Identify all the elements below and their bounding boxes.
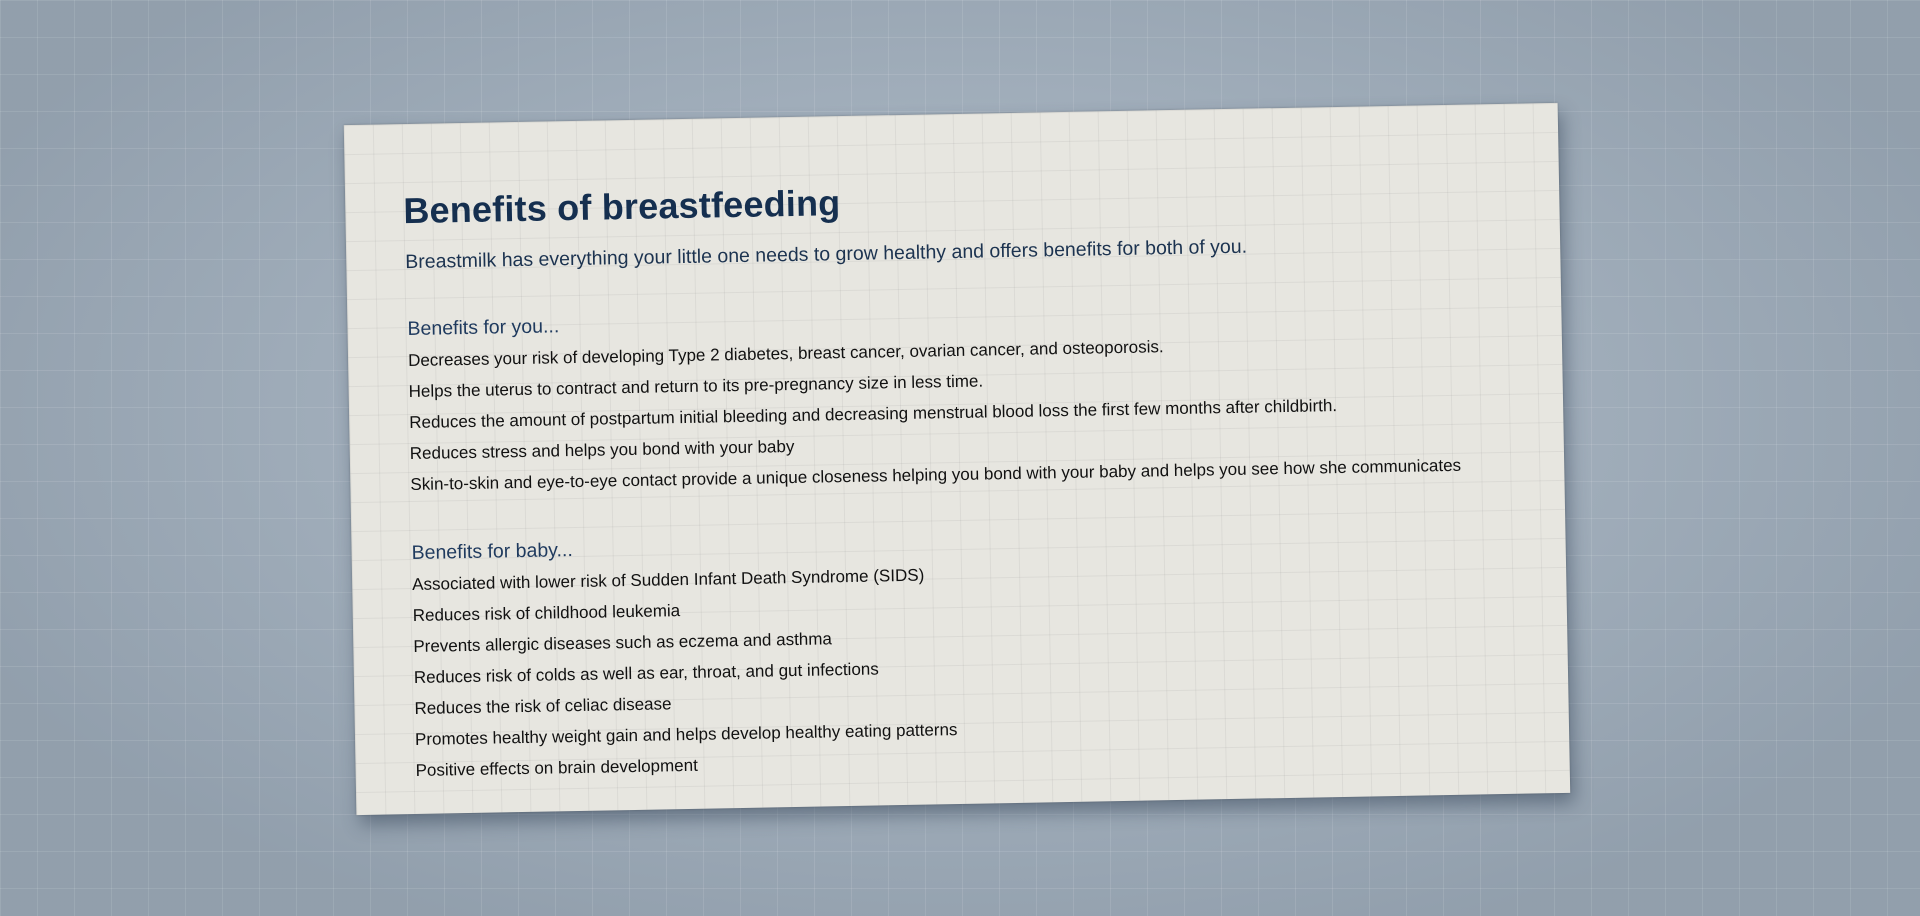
- list-item: Reduces the amount of postpartum initial bleeding and decreasing menstrual blood loss the first few months after childbirth.: [409, 396, 1338, 433]
- list-item: Helps the uterus to contract and return to its pre-pregnancy size in less time.: [408, 371, 984, 402]
- section-benefits-for-baby: [409, 521, 1539, 786]
- list-item: Decreases your risk of developing Type 2 diabetes, breast cancer, ovarian cancer, and osteoporosis.: [407, 337, 1164, 371]
- section-heading-baby: Benefits for baby...: [411, 539, 573, 565]
- document-card: [344, 103, 1570, 815]
- list-item: Reduces stress and helps you bond with your baby: [409, 436, 795, 464]
- list-item: Prevents allergic diseases such as eczema and asthma: [413, 629, 833, 656]
- list-item: Reduces risk of childhood leukemia: [412, 601, 681, 625]
- list-item: Reduces risk of colds as well as ear, throat, and gut infections: [413, 659, 879, 687]
- list-item: Positive effects on brain development: [415, 755, 698, 780]
- benefits-baby-list: [410, 548, 1540, 786]
- list-item: Promotes healthy weight gain and helps develop healthy eating patterns: [414, 720, 958, 749]
- list-item: Reduces the risk of celiac disease: [414, 694, 672, 718]
- list-item: Associated with lower risk of Sudden Infant Death Syndrome (SIDS): [412, 565, 925, 595]
- document-title: Benefits of breastfeeding: [402, 182, 841, 232]
- list-item: Skin-to-skin and eye-to-eye contact provide a unique closeness helping you bond with your baby and helps you see how she communicates: [410, 455, 1462, 495]
- document-intro: Breastmilk has everything your little one needs to grow healthy and offers benefits for both of you.: [405, 235, 1248, 274]
- benefits-you-list: [406, 324, 1535, 500]
- section-benefits-for-you: [405, 297, 1534, 500]
- section-heading-you: Benefits for you...: [407, 315, 560, 341]
